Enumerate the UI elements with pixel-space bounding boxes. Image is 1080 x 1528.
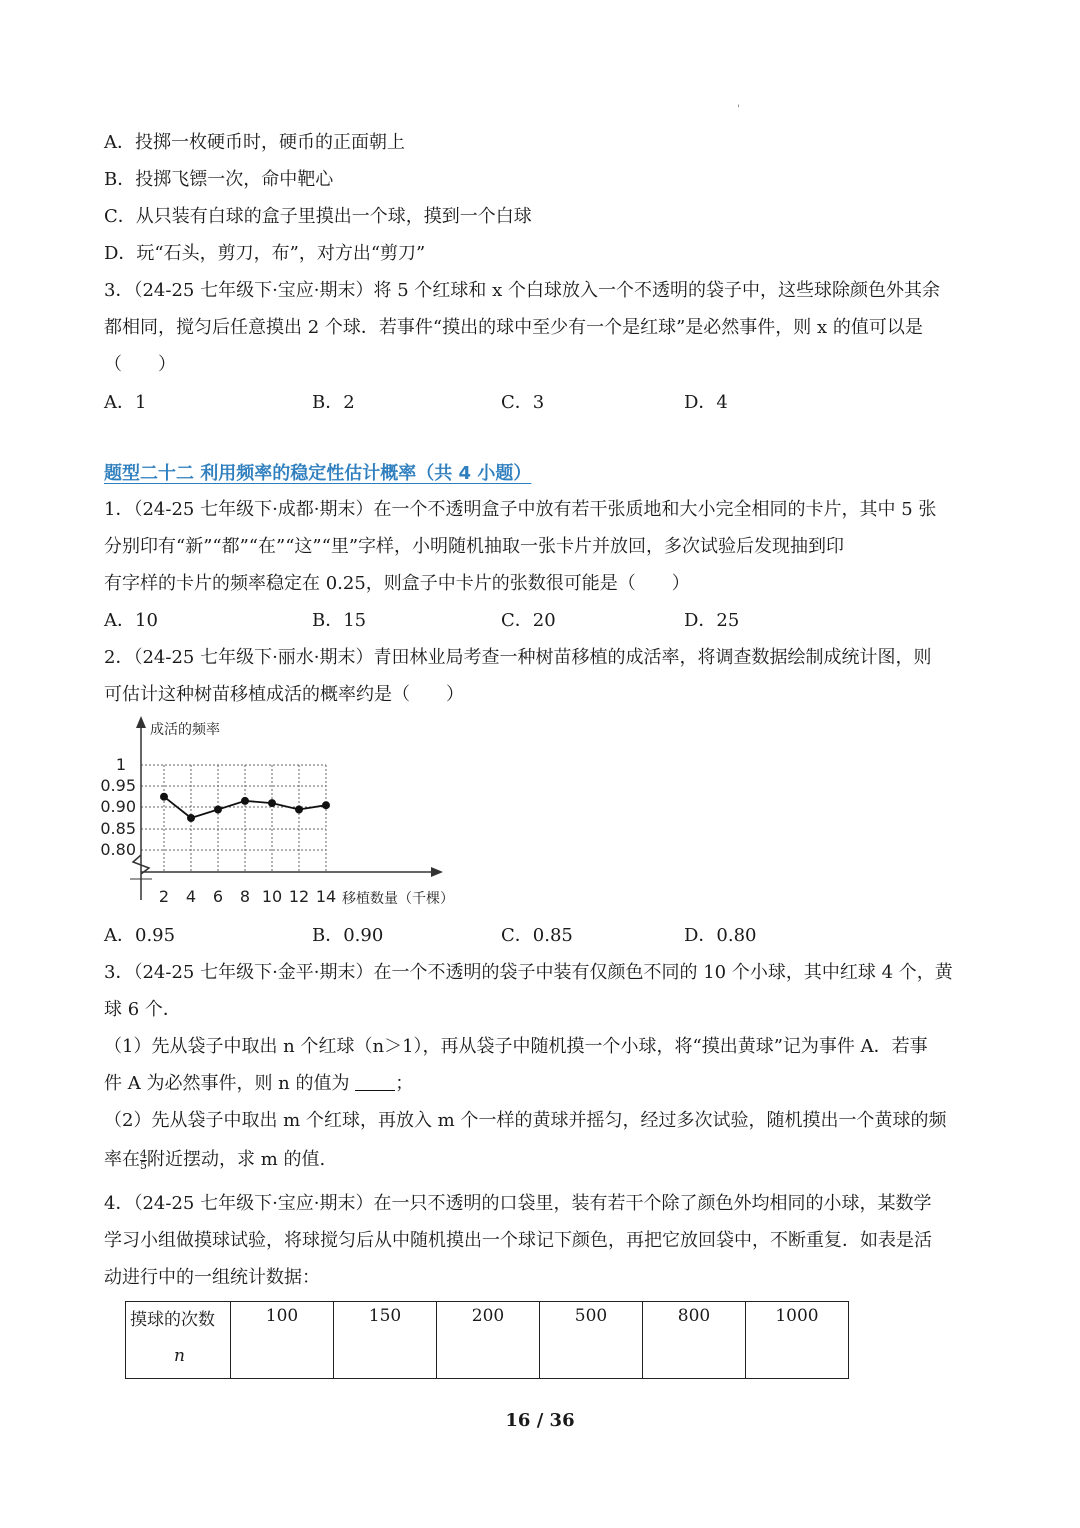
table-header-cell: [126, 1302, 231, 1379]
answer-blank: [355, 1072, 395, 1091]
table-cell: 150: [334, 1302, 437, 1379]
s1-option-b: B．15: [312, 610, 367, 631]
s1-text-line2: 分别印有“新”“都”“在”“这”“里”字样，小明随机抽取一张卡片并放回，多次试验后发现抽到印: [104, 536, 845, 557]
s2-option-c: C．0.85: [501, 925, 573, 946]
q3-text-line3: （ ）: [104, 354, 176, 375]
s3-part2-line2: [104, 1147, 325, 1173]
table-cell: 500: [540, 1302, 643, 1379]
y-tick-label: 0.85: [100, 819, 136, 838]
table-cell: 100: [231, 1302, 334, 1379]
q3-text-line2: 都相同，搅匀后任意摸出 2 个球．若事件“摸出的球中至少有一个是红球”是必然事件，则 x 的值可以是: [104, 317, 923, 338]
table-cell: 1000: [746, 1302, 849, 1379]
prev-option-d: D．玩“石头，剪刀，布”，对方出“剪刀”: [104, 243, 426, 264]
page-number: 16 / 36: [505, 1410, 575, 1431]
s3-part1-line2-end: ；: [395, 1073, 414, 1094]
x-tick-label: 12: [288, 887, 310, 906]
s3-part2-pre: 率在: [104, 1149, 140, 1170]
x-tick-label: 10: [261, 887, 283, 906]
s2-text-line1: 2．（24-25 七年级下·丽水·期末）青田林业局考查一种树苗移植的成活率，将调查数据绘制成统计图，则: [104, 647, 932, 668]
data-point: [241, 797, 249, 805]
data-point: [268, 799, 276, 807]
x-tick-label: 2: [158, 887, 170, 906]
fraction: [140, 1147, 147, 1172]
s2-option-a: A．0.95: [104, 925, 176, 946]
x-tick-label: 4: [185, 887, 197, 906]
s1-option-a: A．10: [104, 610, 158, 631]
x-axis-label: 移植数量（千棵）: [342, 891, 454, 907]
s1-text-line1: 1．（24-25 七年级下·成都·期末）在一个不透明盒子中放有若干张质地和大小完全相同的卡片，其中 5 张: [104, 499, 937, 520]
x-tick-label: 8: [239, 887, 251, 906]
prev-option-b: B．投掷飞镖一次，命中靶心: [104, 169, 334, 190]
s3-part2-post: 附近摆动，求 m 的值.: [147, 1149, 326, 1170]
data-point: [295, 806, 303, 814]
s3-part1-line1: （1）先从袋子中取出 n 个红球（n＞1），再从袋子中随机摸一个小球，将“摸出黄球”记为事件 A．若事: [104, 1036, 928, 1057]
s1-text-line3: 有字样的卡片的频率稳定在 0.25，则盒子中卡片的张数很可能是（ ）: [104, 573, 690, 594]
s3-text-line2: 球 6 个．: [104, 999, 181, 1020]
s3-part1-line2-text: 件 A 为必然事件，则 n 的值为: [104, 1073, 350, 1094]
table-cell: 200: [437, 1302, 540, 1379]
x-axis-arrow: [431, 867, 443, 877]
data-point: [187, 814, 195, 822]
q3-option-c: C．3: [501, 392, 545, 413]
s4-text-line2: 学习小组做摸球试验，将球搅匀后从中随机摸出一个球记下颜色，再把它放回袋中，不断重复．如表是活: [104, 1230, 932, 1251]
y-tick-label: 0.95: [100, 776, 136, 795]
y-axis-label: 成活的频率: [150, 722, 220, 738]
data-point: [322, 801, 330, 809]
table-cell: 800: [643, 1302, 746, 1379]
survival-rate-chart: [100, 712, 470, 912]
stray-mark: ': [737, 104, 740, 115]
prev-option-a: A．投掷一枚硬币时，硬币的正面朝上: [104, 132, 405, 153]
x-tick-label: 14: [315, 887, 337, 906]
q3-option-b: B．2: [312, 392, 355, 413]
s4-text-line1: 4．（24-25 七年级下·宝应·期末）在一只不透明的口袋里，装有若干个除了颜色外均相同的小球，某数学: [104, 1193, 932, 1214]
s2-option-b: B．0.90: [312, 925, 384, 946]
q3-text-line1: 3．（24-25 七年级下·宝应·期末）将 5 个红球和 x 个白球放入一个不透明的袋子中，这些球除颜色外其余: [104, 280, 940, 301]
q3-option-d: D．4: [684, 392, 728, 413]
s3-part2-line1: （2）先从袋子中取出 m 个红球，再放入 m 个一样的黄球并摇匀，经过多次试验，随机摸出一个黄球的频: [104, 1110, 947, 1131]
statistics-table: [125, 1301, 849, 1379]
section-title: 题型二十二 利用频率的稳定性估计概率（共 4 小题）: [104, 463, 532, 484]
fraction-denominator: 5: [140, 1158, 147, 1172]
y-tick-label: 0.80: [100, 840, 136, 859]
data-point: [160, 793, 168, 801]
table-row: [126, 1302, 849, 1379]
y-tick-label: 0.90: [100, 797, 136, 816]
table-header-variable: n: [174, 1346, 185, 1366]
q3-option-a: A．1: [104, 392, 147, 413]
s2-text-line2: 可估计这种树苗移植成活的概率约是（ ）: [104, 684, 464, 705]
y-axis-arrow: [136, 716, 146, 728]
s3-text-line1: 3．（24-25 七年级下·金平·期末）在一个不透明的袋子中装有仅颜色不同的 10 个小球，其中红球 4 个，黄: [104, 962, 953, 983]
s3-part1-line2: [104, 1071, 413, 1097]
s1-option-d: D．25: [684, 610, 740, 631]
fraction-numerator: 4: [140, 1147, 147, 1161]
y-tick-label: 1: [115, 755, 126, 774]
prev-option-c: C．从只装有白球的盒子里摸出一个球，摸到一个白球: [104, 206, 532, 227]
x-tick-label: 6: [212, 887, 224, 906]
table-header-label: 摸球的次数: [130, 1310, 215, 1330]
s4-text-line3: 动进行中的一组统计数据：: [104, 1267, 320, 1288]
data-point: [214, 806, 222, 814]
s2-option-d: D．0.80: [684, 925, 757, 946]
s1-option-c: C．20: [501, 610, 556, 631]
